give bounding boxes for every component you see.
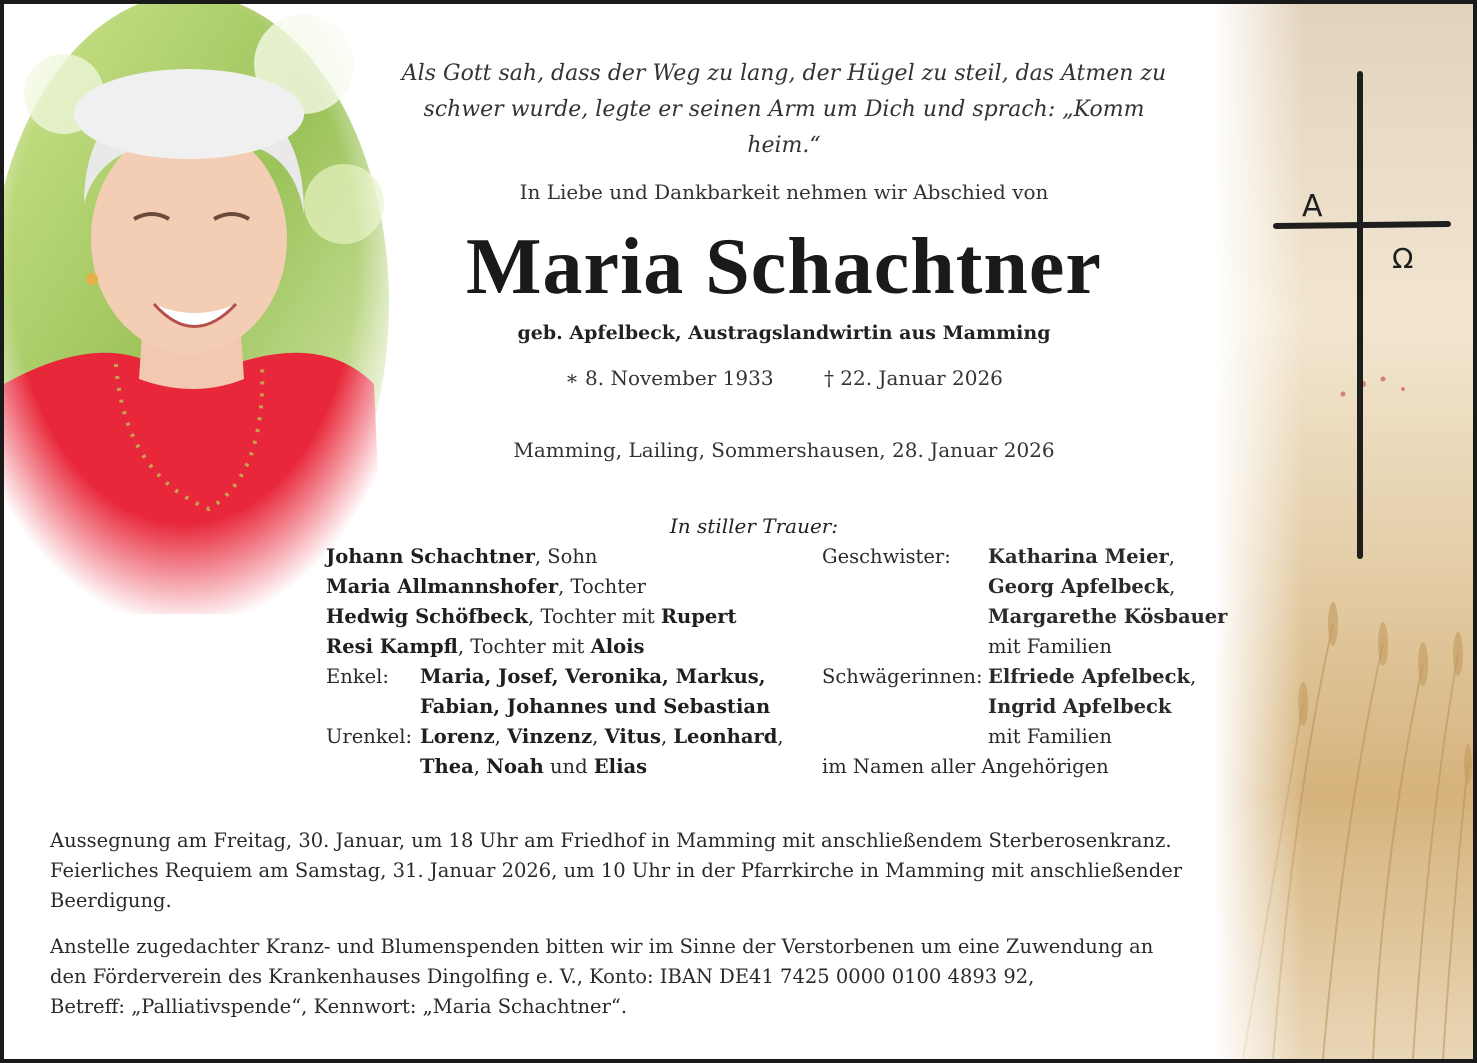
sibling-line: Geschwister: Katharina Meier,	[822, 545, 1175, 568]
mourner-line: Resi Kampfl, Tochter mit Alois	[326, 635, 645, 658]
quote	[384, 56, 1184, 164]
grandchildren-line: Enkel: Maria, Josef, Veronika, Markus,	[326, 665, 766, 688]
donation-line: den Förderverein des Krankenhauses Dingolfing e. V., Konto: IBAN DE41 7425 0000 0100 4893 92,	[50, 965, 1035, 988]
great-grandchildren-line: Thea, Noah und Elias	[420, 755, 648, 778]
service-line: Aussegnung am Freitag, 30. Januar, um 18 Uhr am Friedhof in Mamming mit anschließendem Sterberosenkranz.	[50, 829, 1172, 852]
donation-line: Betreff: „Palliativspende“, Kennwort: „Maria Schachtner“.	[50, 995, 628, 1018]
sibling-families: mit Familien	[988, 635, 1112, 658]
mourner-line: Johann Schachtner, Sohn	[326, 545, 598, 568]
life-dates	[384, 366, 1184, 390]
sibling-line: Georg Apfelbeck,	[988, 575, 1176, 598]
cross-icon	[1272, 70, 1452, 560]
quote-line-1: Als Gott sah, dass der Weg zu lang, der Hügel zu steil, das Atmen zu	[401, 61, 1167, 86]
siblings-list	[822, 542, 1242, 782]
sister-in-law-line: Schwägerinnen: Elfriede Apfelbeck,	[822, 665, 1197, 688]
sister-in-law-line: Ingrid Apfelbeck	[988, 695, 1172, 718]
deceased-subtitle: geb. Apfelbeck, Austragslandwirtin aus Mamming	[517, 322, 1051, 344]
intro-text: In Liebe und Dankbarkeit nehmen wir Abschied von	[519, 180, 1049, 204]
service-line: Feierliches Requiem am Samstag, 31. Januar 2026, um 10 Uhr in der Pfarrkirche in Mamming mit anschließender	[50, 859, 1183, 882]
family-list	[326, 542, 806, 782]
great-grandchildren-line: Urenkel: Lorenz, Vinzenz, Vitus, Leonhard,	[326, 725, 784, 748]
mourner-line: Maria Allmannshofer, Tochter	[326, 575, 646, 598]
grandchildren-line: Fabian, Johannes und Sebastian	[420, 695, 771, 718]
mourning-title: In stiller Trauer:	[669, 514, 839, 538]
sister-in-law-families: mit Familien	[988, 725, 1112, 748]
alpha-symbol: A	[1302, 189, 1323, 224]
birth-date: ∗ 8. November 1933	[565, 366, 774, 390]
mourner-line: Hedwig Schöfbeck, Tochter mit Rupert	[326, 605, 737, 628]
omega-symbol: Ω	[1392, 242, 1414, 275]
donation-info	[50, 932, 1230, 1022]
sibling-line: Margarethe Kösbauer	[988, 605, 1228, 628]
place-date: Mamming, Lailing, Sommershausen, 28. Januar 2026	[513, 438, 1055, 462]
donation-line: Anstelle zugedachter Kranz- und Blumenspenden bitten wir im Sinne der Verstorbenen um eine Zuwendung an	[50, 935, 1154, 958]
quote-line-2: schwer wurde, legte er seinen Arm um Dich und sprach: „Komm heim.“	[423, 97, 1145, 158]
on-behalf-text: im Namen aller Angehörigen	[822, 755, 1109, 778]
deceased-name: Maria Schachtner	[466, 223, 1102, 311]
death-date: † 22. Januar 2026	[823, 366, 1003, 390]
service-line: Beerdigung.	[50, 889, 172, 912]
service-info	[50, 826, 1230, 916]
